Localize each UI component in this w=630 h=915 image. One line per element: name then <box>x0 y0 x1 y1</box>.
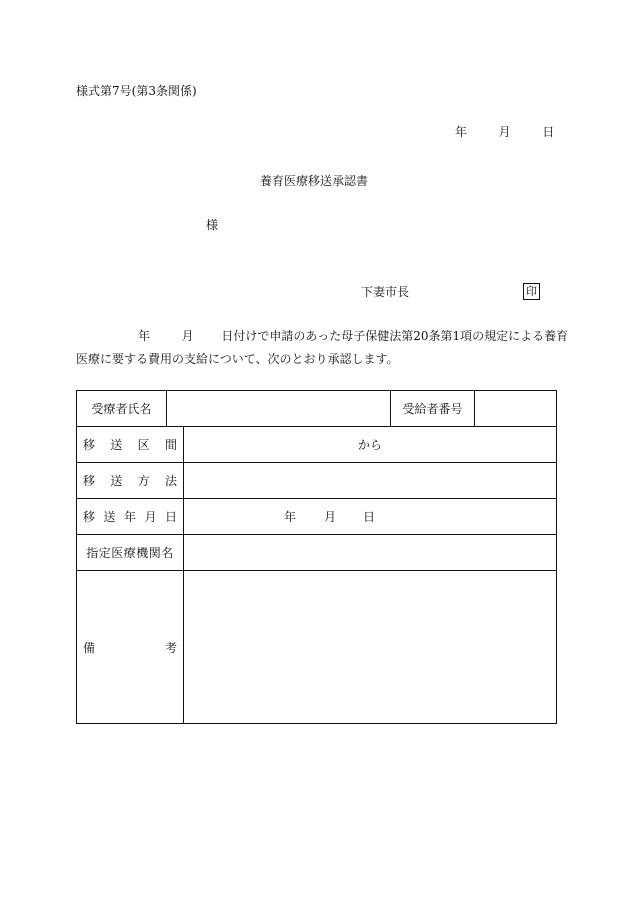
seal-mark: 印 <box>523 283 540 300</box>
transfer-section-field[interactable] <box>184 427 556 462</box>
transfer-section-label: 移 送 区 間 <box>77 427 184 462</box>
transfer-date-label: 移 送 年 月 日 <box>77 499 184 534</box>
date-month: 月 <box>498 125 511 139</box>
document-title: 養育医療移送承認書 <box>260 174 369 188</box>
table-row-institution <box>77 535 556 571</box>
transfer-date-day: 日 <box>363 510 376 524</box>
table-row-transfer-section <box>77 427 556 463</box>
body-month: 月 <box>181 329 194 343</box>
date-year: 年 <box>455 125 468 139</box>
transfer-method-label: 移 送 方 法 <box>77 463 184 498</box>
table-row-transfer-method <box>77 463 556 499</box>
designated-institution-field[interactable] <box>184 535 556 570</box>
body-year: 年 <box>138 329 151 343</box>
recipient-number-field[interactable] <box>475 391 556 426</box>
table-row-patient <box>77 391 556 427</box>
patient-name-label: 受療者氏名 <box>77 391 167 426</box>
remarks-label: 備 考 <box>77 571 184 723</box>
patient-name-field[interactable] <box>167 391 391 426</box>
transfer-date-month: 月 <box>324 510 337 524</box>
recipient-number-label: 受給者番号 <box>391 391 475 426</box>
body-line1-rest: 日付けで申請のあった母子保健法第20条第1項の規定による養育 <box>221 329 569 343</box>
approval-table <box>76 390 557 724</box>
designated-institution-label: 指定医療機関名 <box>77 535 184 570</box>
table-row-transfer-date <box>77 499 556 535</box>
table-row-remarks <box>77 571 556 723</box>
transfer-from-text: から <box>358 438 383 452</box>
transfer-date-field[interactable] <box>184 499 556 534</box>
addressee-suffix: 様 <box>206 218 219 232</box>
body-text-line-2: 医療に要する費用の支給について、次のとおり承認します。 <box>76 352 399 366</box>
form-number: 様式第7号(第3条関係) <box>76 84 197 98</box>
date-day: 日 <box>542 125 555 139</box>
issuer-name: 下妻市長 <box>361 285 410 299</box>
issue-date <box>455 125 554 139</box>
body-text-line-1 <box>138 329 568 343</box>
transfer-date-year: 年 <box>284 510 297 524</box>
transfer-method-field[interactable] <box>184 463 556 498</box>
remarks-field[interactable] <box>184 571 556 723</box>
